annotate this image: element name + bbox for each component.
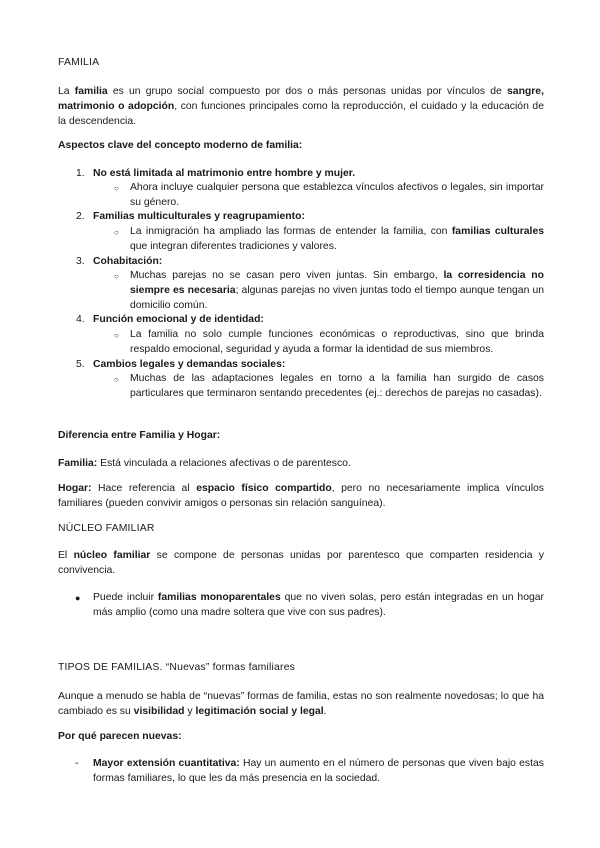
section-heading-nucleo: NÚCLEO FAMILIAR — [58, 523, 155, 534]
item-number: 2. — [76, 211, 85, 222]
tipos-intro: Aunque a menudo se habla de “nuevas” formas de familia, estas no son realmente novedosas; lo que ha cambiado es su visibilidad y legitimación social y legal. — [58, 691, 544, 717]
sub-bullet-marker: ○ — [114, 184, 119, 193]
sub-bullet-marker: ○ — [114, 272, 119, 281]
nucleo-bullet: Puede incluir familias monoparentales que no viven solas, pero están integradas en un hogar más amplio (como una madre soltera que vive con sus padres). — [93, 592, 544, 618]
item-title: No está limitada al matrimonio entre hombre y mujer. — [93, 168, 356, 179]
dash-marker: - — [75, 758, 79, 769]
item-description: La inmigración ha ampliado las formas de entender la familia, con familias culturales que integran diferentes tradiciones y valores. — [130, 226, 544, 252]
diff-heading: Diferencia entre Familia y Hogar: — [58, 430, 221, 441]
item-title: Familias multiculturales y reagrupamiento: — [93, 211, 305, 222]
item-number: 4. — [76, 314, 85, 325]
item-number: 5. — [76, 359, 85, 370]
item-title: Cambios legales y demandas sociales: — [93, 359, 286, 370]
item-number: 3. — [76, 256, 85, 267]
familia-intro: La familia es un grupo social compuesto por dos o más personas unidas por vínculos de sangre, matrimonio o adopción, con funciones principales como la reproducción, el cuidado y la educación de la descendencia. — [58, 86, 544, 127]
item-description: Muchas de las adaptaciones legales en torno a la familia han surgido de casos particulares que terminaron sentando precedentes (ej.: derechos de parejas no casadas). — [130, 373, 544, 399]
hogar-definition: Hogar: Hace referencia al espacio físico compartido, pero no necesariamente implica vínculos familiares (pueden convivir amigos o personas sin relación sanguínea). — [58, 483, 544, 509]
item-description: La familia no solo cumple funciones económicas o reproductivas, sino que brinda respaldo emocional, seguridad y ayuda a formar la identidad de sus miembros. — [130, 329, 544, 355]
why-heading: Por qué parecen nuevas: — [58, 731, 182, 742]
nucleo-intro: El núcleo familiar se compone de personas unidas por parentesco que comparten residencia y convivencia. — [58, 550, 544, 576]
sub-bullet-marker: ○ — [114, 331, 119, 340]
tipos-dash-item: Mayor extensión cuantitativa: Hay un aumento en el número de personas que viven bajo estas formas familiares, lo que les da más presencia en la sociedad. — [93, 758, 544, 784]
item-description: Ahora incluye cualquier persona que establezca vínculos afectivos o legales, sin importar su género. — [130, 182, 544, 208]
sub-bullet-marker: ○ — [114, 375, 119, 384]
section-heading-familia: FAMILIA — [58, 57, 100, 68]
section-heading-tipos: TIPOS DE FAMILIAS. “Nuevas” formas familiares — [58, 662, 296, 673]
familia-definition: Familia: Está vinculada a relaciones afectivas o de parentesco. — [58, 458, 351, 469]
item-title: Función emocional y de identidad: — [93, 314, 264, 325]
bullet-marker: ● — [75, 593, 81, 603]
aspects-heading: Aspectos clave del concepto moderno de familia: — [58, 140, 303, 151]
item-description: Muchas parejas no se casan pero viven juntas. Sin embargo, la corresidencia no siempre es necesaria; algunas parejas no viven juntas todo el tiempo aunque tengan un domicilio común. — [130, 270, 545, 311]
item-title: Cohabitación: — [93, 256, 163, 267]
item-number: 1. — [76, 168, 85, 179]
sub-bullet-marker: ○ — [114, 228, 119, 237]
